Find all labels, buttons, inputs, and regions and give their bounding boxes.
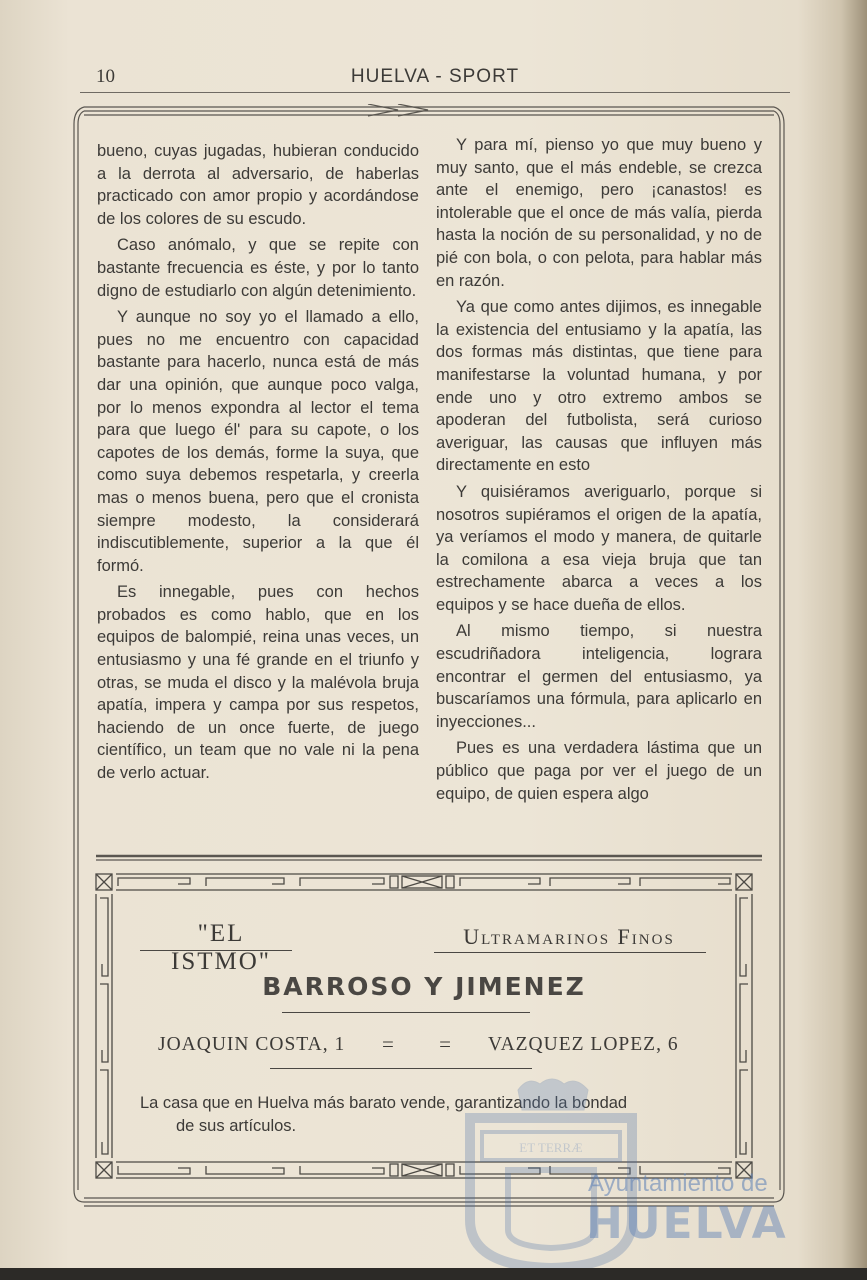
ad-shop-name: "EL ISTMO": [171, 920, 271, 975]
ad-shop-type-underline: [434, 952, 706, 953]
article-column-left: [97, 140, 419, 789]
watermark-motto: ET TERRÆ: [519, 1140, 583, 1155]
ad-tagline-line2: de sus artículos.: [176, 1117, 297, 1135]
ad-owners-title: BARROSO Y JIMENEZ: [262, 972, 586, 1001]
page-bottom-edge: [0, 1268, 867, 1280]
ad-shop-name-underline: [140, 950, 292, 951]
ad-address-underline: [270, 1068, 532, 1069]
paragraph: Ya que como antes dijimos, es innegable la existencia del entusiamo y la apatía, las dos formas más distintas, que tiene para manifestarse la voluntad humana, y por ende uno y otro extremo ambos se apoderan del futbolista, será curioso averiguar, las causas que influyen más directamente en esto: [436, 298, 762, 475]
ad-address-right: VAZQUEZ LOPEZ, 6: [488, 1034, 679, 1055]
watermark-brand: Ayuntamiento de: [588, 1170, 768, 1197]
ad-tagline-line1: La casa que en Huelva más barato vende, garantizando la bondad: [140, 1094, 628, 1112]
watermark-city: HUELVA: [586, 1198, 788, 1249]
ad-shop-type: Ultramarinos Finos: [463, 924, 675, 949]
paragraph: Pues es una verdadera lástima que un público que paga por ver el juego de un equipo, de quien espera algo: [436, 739, 762, 803]
header-rule: [80, 92, 790, 93]
article-column-right: [436, 134, 762, 809]
paragraph: Caso anómalo, y que se repite con bastante frecuencia es éste, y por lo tanto digno de estudiarlo con algún detenimiento.: [97, 236, 419, 300]
paragraph: Y para mí, pienso yo que muy bueno y muy santo, que el más endeble, se crezca ante el enemigo, pero ¡canastos! es intolerable que el once de más valía, pierda hasta la noción de su personalidad, y no de pié con bola, o con pelota, para hablar más en razón.: [436, 136, 762, 290]
running-head: HUELVA - SPORT: [350, 66, 520, 87]
paragraph: bueno, cuyas jugadas, hubieran conducido a la derrota al adversario, de haberlas practicado con amor propio y acordándose de los colores de su escudo.: [97, 142, 419, 228]
paragraph: Y quisiéramos averiguarlo, porque si nosotros supiéramos el origen de la apatía, ya veríamos el modo y manera, de quitarle la comilona a esa vieja bruja que tan estrechamente abarca a veces a los equipos y se hace dueña de ellos.: [436, 482, 762, 614]
page-number: 10: [96, 66, 115, 87]
paragraph: Es innegable, pues con hechos probados es como hablo, que en los equipos de balompié, reina unas veces, un entusiasmo y una fé grande en el triunfo y otras, se muda el disco y la malévola bruja apatía, impera y campa por sus respetos, haciendo de un once fuerte, de juego científico, un team que no vale ni la pena de verlo actuar.: [97, 583, 419, 783]
ad-address-separator: = =: [382, 1032, 471, 1056]
ad-title-underline: [282, 1012, 530, 1013]
page-header: [80, 66, 790, 92]
paragraph: Y aunque no soy yo el llamado a ello, pues no me encuentro con capacidad bastante para hacerlo, nunca está de más dar una opinión, que aunque poco valga, por lo menos expondra al lector el tema para que luego él' para su capote, o los capotes de los demás, forme la suya, que como suya debemos respetarla, y creerla mas o menos buena, pero que el cronista siempre modesto, la considerará indiscutiblemente, superior a la que él formó.: [97, 308, 419, 575]
paragraph: Al mismo tiempo, si nuestra escudriñadora inteligencia, lograra encontrar el germen del entusiasmo, ya buscaríamos una fórmula, para aplicarlo en inyecciones...: [436, 622, 762, 731]
ad-address-left: JOAQUIN COSTA, 1: [158, 1034, 346, 1055]
